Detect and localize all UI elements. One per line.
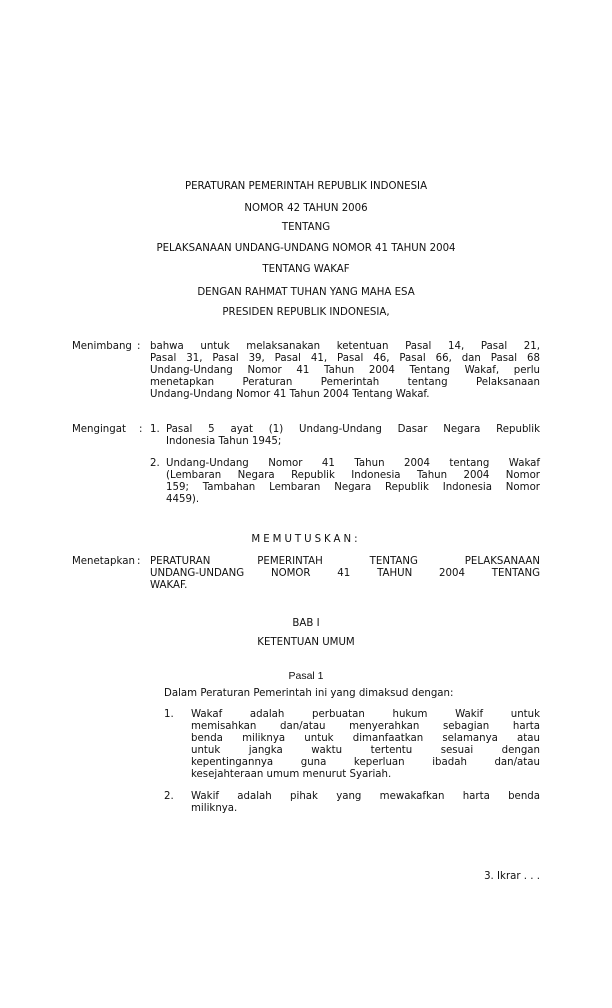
text-line: 159; Tambahan Lembaran Negara Republik Indonesia Nomor	[166, 482, 540, 493]
text-line: (Lembaran Negara Republik Indonesia Tahun 2004 Nomor	[166, 470, 540, 481]
text-line: bahwa untuk melaksanakan ketentuan Pasal 14, Pasal 21,	[150, 341, 540, 352]
text-line: Pasal 5 ayat (1) Undang-Undang Dasar Negara Republik	[166, 424, 540, 435]
item-number: 2.	[150, 458, 160, 469]
regulation-subject: PELAKSANAAN UNDANG-UNDANG NOMOR 41 TAHUN 2004	[156, 243, 456, 254]
chapter-title: BAB I	[292, 618, 320, 629]
menimbang-colon: :	[137, 341, 141, 352]
menetapkan-colon: :	[137, 556, 141, 567]
text-line: 4459).	[166, 494, 200, 505]
text-line: Indonesia Tahun 1945;	[166, 436, 282, 447]
invocation: DENGAN RAHMAT TUHAN YANG MAHA ESA	[197, 287, 415, 298]
item-number: 1.	[164, 709, 174, 720]
text-line: Undang-Undang Nomor 41 Tahun 2004 Tentang Wakaf, perlu	[150, 365, 540, 376]
text-line: untuk jangka waktu tertentu sesuai dengan	[191, 745, 540, 756]
menimbang-label: Menimbang	[72, 341, 132, 352]
mengingat-item-2	[166, 458, 540, 506]
memutuskan-heading: MEMUTUSKAN:	[251, 534, 361, 545]
mengingat-label: Mengingat	[72, 424, 126, 435]
item-number: 1.	[150, 424, 160, 435]
chapter-subtitle: KETENTUAN UMUM	[257, 637, 355, 648]
text-line: kesejahteraan umum menurut Syariah.	[191, 769, 392, 780]
text-line: Wakaf adalah perbuatan hukum Wakif untuk	[191, 709, 540, 720]
article-intro: Dalam Peraturan Pemerintah ini yang dimaksud dengan:	[164, 688, 454, 699]
regulation-title: PERATURAN PEMERINTAH REPUBLIK INDONESIA	[184, 181, 428, 192]
text-line: Pasal 31, Pasal 39, Pasal 41, Pasal 46, Pasal 66, dan Pasal 68	[150, 353, 540, 364]
text-line: Undang-Undang Nomor 41 Tahun 2004 Tentang Wakaf.	[150, 389, 430, 400]
menetapkan-text	[150, 556, 540, 592]
issuer: PRESIDEN REPUBLIK INDONESIA,	[222, 307, 390, 318]
regulation-number: NOMOR 42 TAHUN 2006	[244, 203, 368, 214]
tentang-heading: TENTANG	[281, 222, 331, 233]
text-line: menetapkan Peraturan Pemerintah tentang Pelaksanaan	[150, 377, 540, 388]
item-number: 2.	[164, 791, 174, 802]
text-line: memisahkan dan/atau menyerahkan sebagian harta	[191, 721, 540, 732]
mengingat-item-1	[166, 424, 540, 448]
text-line: PERATURAN PEMERINTAH TENTANG PELAKSANAAN	[150, 556, 540, 567]
text-line: miliknya.	[191, 803, 238, 814]
menetapkan-label: Menetapkan	[72, 556, 135, 567]
text-line: UNDANG-UNDANG NOMOR 41 TAHUN 2004 TENTANG	[150, 568, 540, 579]
text-line: benda miliknya untuk dimanfaatkan selamanya atau	[191, 733, 540, 744]
mengingat-colon: :	[139, 424, 143, 435]
text-line: kepentingannya guna keperluan ibadah dan/atau	[191, 757, 540, 768]
text-line: Wakif adalah pihak yang mewakafkan harta benda	[191, 791, 540, 802]
article-title: Pasal 1	[288, 670, 324, 682]
text-line: Undang-Undang Nomor 41 Tahun 2004 tentang Wakaf	[166, 458, 540, 469]
page-catchword: 3. Ikrar . . .	[484, 871, 540, 882]
definition-item-1	[191, 709, 540, 781]
menimbang-text	[150, 341, 540, 401]
definition-item-2	[191, 791, 540, 815]
text-line: WAKAF.	[150, 580, 188, 591]
regulation-topic: TENTANG WAKAF	[262, 264, 350, 275]
